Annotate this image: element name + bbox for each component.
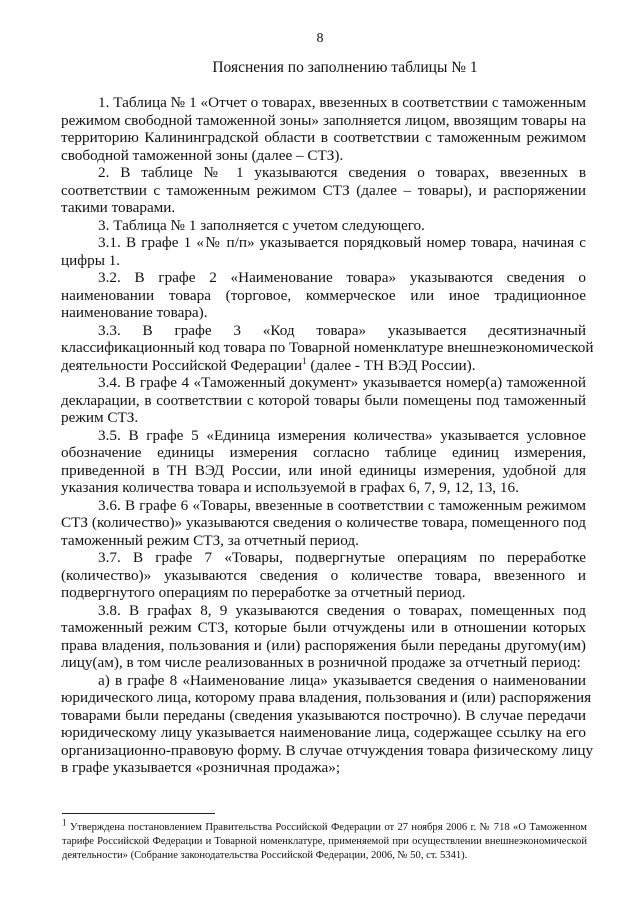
text-segment: деятельности Российской Федерации (61, 356, 303, 374)
text-line: СТЗ (количество)» указываются сведения о количестве товара, помещенного под (61, 514, 586, 531)
text-line: товарами были переданы (сведения указываются построчно). В случае передачи (61, 706, 586, 724)
text-line: 3.1. В графе 1 «№ п/п» указывается порядковый номер товара, начиная с (98, 234, 586, 251)
text-line: 3.7. В графе 7 «Товары, подвергнутые операциям по переработке (98, 549, 586, 566)
text-line: 3.3. В графе 3 «Код товара» указывается десятизначный (98, 321, 586, 339)
footnote-line: деятельности» (Собрание законодательства Российской Федерации, 2006, № 50, ст. 5341). (62, 850, 468, 861)
text-line: классификационный код товара по Товарной номенклатуре внешнеэкономической (61, 339, 594, 356)
text-line: обозначение единицы измерения согласно таблице единиц измерения, (61, 444, 586, 461)
page-number: 8 (316, 31, 324, 46)
text-line: в графе указывается «розничная продажа»; (61, 759, 341, 776)
paragraph (61, 321, 594, 375)
footnote (62, 817, 587, 863)
text-line: таможенный режим СТЗ, за отчетный период. (61, 531, 359, 549)
paragraph (61, 269, 586, 322)
paragraph (61, 164, 586, 217)
text-line: соответствии с таможенным режимом СТЗ (далее – товары), и распоряжении (61, 181, 586, 199)
text-line: таможенный режим СТЗ, которые были отчуждены или в отношении которых (61, 619, 586, 636)
text-line: юридического лица, которому права владения, пользования и (или) распоряжения (61, 689, 592, 706)
paragraph (61, 671, 594, 777)
text-line: 3.4. В графе 4 «Таможенный документ» указывается номер(а) таможенной (98, 374, 586, 391)
text-line: 1. Таблица № 1 «Отчет о товарах, ввезенных в соответствии с таможенным (98, 94, 586, 111)
paragraph (61, 374, 586, 427)
paragraph (61, 602, 586, 672)
text-line: режим СТЗ. (61, 409, 139, 426)
footnote-mark: 1 (62, 817, 67, 828)
footnote-reference: 1 (302, 355, 307, 366)
text-line: приведенной в ТН ВЭД России, или иной единицы измерения, удобной для (61, 461, 586, 479)
text-segment: (далее - ТН ВЭД России). (306, 356, 476, 374)
paragraph (61, 549, 586, 602)
text-line: указания количества товара и используемой в графах 6, 7, 9, 12, 13, 16. (61, 479, 519, 496)
footnote-divider (62, 813, 215, 814)
text-line: режимом свободной таможенной зоны» заполняется лицом, ввозящим товары на (61, 111, 586, 129)
paragraph (61, 217, 586, 235)
text-line: 2. В таблице № 1 указываются сведения о товарах, ввезенных в (98, 164, 586, 181)
text-line: юридическому лицу указывается наименование лица, содержащее ссылку на его (61, 724, 586, 741)
text-line: декларации, в соответствии с которой товары были помещены под таможенный (61, 391, 586, 409)
text-line: а) в графе 8 «Наименование лица» указывается сведения о наименовании (98, 671, 586, 689)
paragraph (61, 234, 586, 269)
text-line: лицу(ам), в том числе реализованных в розничной продаже за отчетный период: (61, 654, 581, 671)
text-line: (количество)» указываются сведения о количестве товара, ввезенного и (61, 566, 586, 584)
text-line: 3. Таблица № 1 заполняется с учетом следующего. (98, 216, 425, 234)
text-line: подвергнутого операциям по переработке за отчетный период. (61, 584, 466, 601)
text-line: свободной таможенной зоны (далее – СТЗ). (61, 146, 344, 164)
text-line: права владения, пользования и (или) распоряжения были переданы другому(им) (61, 636, 586, 654)
footnote-text: Утверждена постановлением Правительства Российской Федерации от 27 ноября 2006 г. № 718 «О Таможенном (69, 822, 587, 833)
footnote-line (62, 817, 587, 835)
footnote-line: тарифе Российской Федерации и Товарной номенклатуре, применяемой при осуществлении внешнеэкономической (62, 836, 587, 847)
paragraph (61, 497, 586, 550)
text-line: 3.8. В графах 8, 9 указываются сведения о товарах, помещенных под (98, 601, 586, 619)
text-line: 3.2. В графе 2 «Наименование товара» указываются сведения о (98, 269, 586, 286)
paragraph (61, 94, 586, 164)
text-line: цифры 1. (61, 251, 121, 269)
paragraph (61, 427, 586, 497)
text-line: такими товарами. (61, 199, 176, 216)
text-line: территорию Калининградской области в соответствии с таможенным режимом (61, 129, 586, 146)
text-line: организационно-правовую форму. В случае отчуждения товара физическому лицу (61, 741, 594, 759)
text-line: наименовании товара (торговое, коммерческое или иное традиционное (61, 286, 586, 304)
document-body (61, 94, 594, 777)
text-line: 3.5. В графе 5 «Единица измерения количества» указывается условное (98, 426, 586, 444)
text-line (61, 357, 586, 375)
text-line: наименование товара). (61, 304, 208, 321)
page-title: Пояснения по заполнению таблицы № 1 (212, 59, 478, 76)
text-line: 3.6. В графе 6 «Товары, ввезенные в соответствии с таможенным режимом (98, 496, 586, 514)
